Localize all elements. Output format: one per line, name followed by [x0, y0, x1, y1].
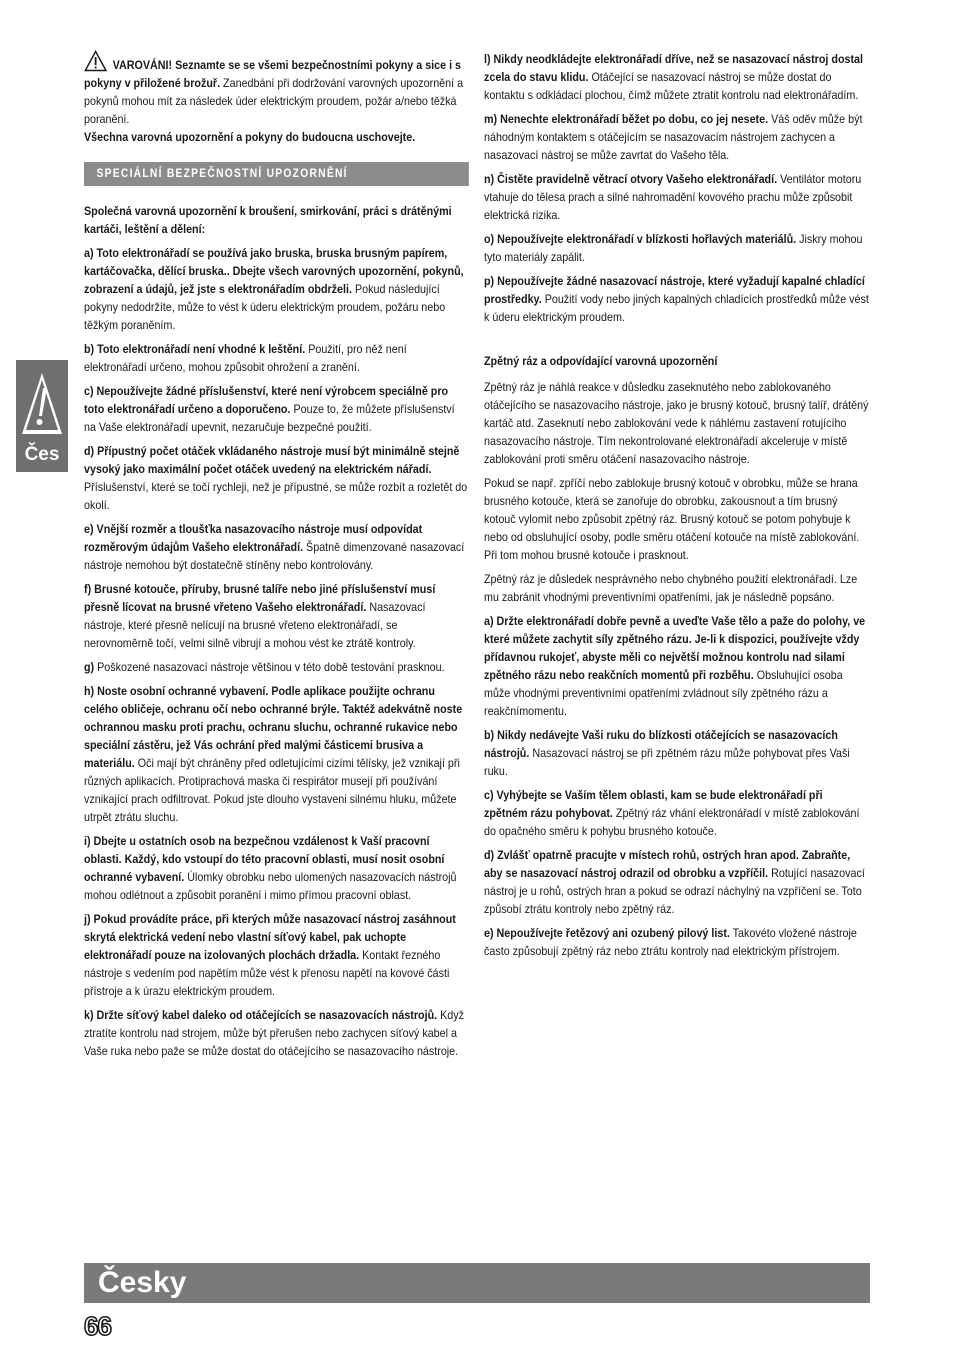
instruction-item-text: Když ztratíte kontrolu nad strojem, může být přerušen nebo zachycen síťový kabel a Vaše ruka nebo paže se může dostat do otáčejícího se nasazovacího nástroje. — [84, 1008, 465, 1058]
instruction-item — [84, 580, 469, 652]
instruction-item — [84, 658, 469, 676]
right-item-list-top — [484, 50, 869, 326]
right-column — [484, 50, 869, 966]
instruction-item-text: Nasazovací nástroje, které přesně nelícují na brusné vřeteno elektronářadí, se nerovnoměrně točí, velmi silně vibrují a mohou vést ke ztrátě kontroly. — [84, 600, 426, 650]
instruction-item-text: Oči mají být chráněny před odletujícími cizími tělísky, jež vznikají při různých aplikacích. Protiprachová maska či respirátor musejí při používání vznikající prach odfiltrovat. Pokud jste dlouho vystaveni silnému hluku, můžete utrpět ztrátu sluchu. — [84, 756, 460, 824]
instruction-item — [484, 924, 869, 960]
instruction-item-text: Rotující nasazovací nástroj je u rohů, ostrých hran a pokud se odrazí náchylný na vzpříčení se. Toto způsobí ztrátu kontroly nebo zpětný ráz. — [484, 866, 865, 916]
warning-exclamation-icon — [20, 370, 64, 438]
instruction-item-heading: a) Toto elektronářadí se používá jako bruska, bruska brusným papírem, kartáčovačka, dělící bruska.. Dbejte všech varovných upozornění, pokynů, zobrazení a údajů, jež jste s elektronářadím obdrželi. — [84, 246, 464, 296]
instruction-item — [84, 442, 469, 514]
warning-keep-text: Všechna varovná upozornění a pokyny do budoucna uschovejte. — [84, 130, 416, 144]
instruction-item — [84, 340, 469, 376]
instruction-item-text: Poškozené nasazovací nástroje většinou v této době testování prasknou. — [97, 660, 445, 674]
warning-block — [84, 50, 469, 146]
instruction-item — [484, 846, 869, 918]
instruction-item-heading: l) Nikdy neodkládejte elektronářadí dříve, než se nasazovací nástroj dostal zcela do stavu klidu. — [484, 52, 864, 84]
instruction-item-text: Použití vody nebo jiných kapalných chladících prostředků může vést k úderu elektrickým proudem. — [484, 292, 869, 324]
instruction-item-heading: h) Noste osobní ochranné vybavení. Podle aplikace použijte ochranu celého obličeje, ochranu očí nebo ochranné brýle. Taktéž adekvátně noste ochrannou masku proti prachu, ochranu sluchu, ochranné rukavice nebo speciální zástěru, jež Vás ochrání před malými částicemi brusiva a materiálu. — [84, 684, 463, 770]
instruction-item-heading: c) Nepoužívejte žádné příslušenství, které není výrobcem speciálně pro toto elektronářadí určeno a doporučeno. — [84, 384, 449, 416]
instruction-item-text: Nasazovací nástroj se při zpětném rázu může pohybovat přes Vaši ruku. — [484, 746, 850, 778]
instruction-item-text: Úlomky obrobku nebo ulomených nasazovacích nástrojů mohou odlétnout a způsobit poranění i mimo přímou pracovní oblast. — [84, 870, 457, 902]
instruction-item-text: Pouze to, že můžete příslušenství na Vaše elektronářadí upevnit, nezaručuje bezpečné použití. — [84, 402, 455, 434]
instruction-item-heading: p) Nepoužívejte žádné nasazovací nástroje, které vyžadují kapalné chladící prostředky. — [484, 274, 865, 306]
left-item-list — [84, 244, 469, 1060]
instruction-item-text: Kontakt řezného nástroje s vedením pod napětím může vést k přenosu napětí na kovové části přístroje a k úrazu elektrickým proudem. — [84, 948, 450, 998]
warning-triangle-icon — [84, 50, 107, 72]
instruction-item-heading: d) Zvlášť opatrně pracujte v místech rohů, ostrých hran apod. Zabraňte, aby se nasazovací nástroj odrazil od obrobku a vzpříčil. — [484, 848, 851, 880]
instruction-item — [84, 382, 469, 436]
instruction-item — [84, 910, 469, 1000]
instruction-item-heading: a) Držte elektronářadí dobře pevně a uveďte Vaše tělo a paže do polohy, ve které můžete zachytit síly zpětného rázu. Je-li k dispozici, používejte vždy přídavnou rukojeť, abyste měli co největší možnou kontrolu nad silami zpětného rázu nebo reakčních momentů při rozběhu. — [484, 614, 866, 682]
instruction-item-text: Pokud následující pokyny nedodržíte, může to vést k úderu elektrickým proudem, požáru nebo těžkým poraněním. — [84, 282, 446, 332]
instruction-item-text: Příslušenství, které se točí rychleji, než je přípustné, se může rozbít a rozletět do okolí. — [84, 480, 468, 512]
instruction-item-heading: e) Nepoužívejte řetězový ani ozubený pilový list. — [484, 926, 730, 940]
instruction-item-text: Jiskry mohou tyto materiály zapálit. — [484, 232, 863, 264]
instruction-item-heading: j) Pokud provádíte práce, při kterých může nasazovací nástroj zasáhnout skrytá elektrická vedení nebo vlastní síťový kabel, pak uchopte elektronářadí pouze na izolovaných plochách držadla. — [84, 912, 456, 962]
instruction-item-text: Váš oděv může být náhodným kontaktem s otáčejícím se nasazovacím nástrojem zachycen a nasazovací nástroj se může zavrtat do Vašeho těla. — [484, 112, 863, 162]
kickback-paragraph: Zpětný ráz je důsledek nesprávného nebo chybného použití elektronářadí. Lze mu zabránit vhodnými preventivními opatřeními, jak je následně popsáno. — [484, 572, 858, 604]
footer-language-title: Česky — [98, 1266, 187, 1299]
instruction-item — [484, 50, 869, 104]
instruction-item — [84, 682, 469, 826]
warning-bold-text: VAROVÁNI! Seznamte se se všemi bezpečnostními pokyny a sice i s pokyny v přiložené brožuř. — [84, 58, 462, 90]
instruction-item-text: Zpětný ráz vhání elektronářadí v místě zablokování do opačného směru k pohybu brusného kotouče. — [484, 806, 860, 838]
instruction-item-heading: b) Toto elektronářadí není vhodné k leštění. — [84, 342, 306, 356]
instruction-item-text: Použití, pro něž není elektronářadí určeno, mohou způsobit ohrožení a zranění. — [84, 342, 407, 374]
instruction-item-text: Ventilátor motoru vtahuje do tělesa prach a silné nahromadění kovového prachu může způsobit elektrická rizika. — [484, 172, 862, 222]
instruction-item-heading: d) Přípustný počet otáček vkládaného nástroje musí být minimálně stejně vysoký jako maximální počet otáček uvedený na elektrickém nářadí. — [84, 444, 460, 476]
instruction-item — [484, 612, 869, 720]
kickback-heading: Zpětný ráz a odpovídající varovná upozornění — [484, 354, 718, 368]
instruction-item-heading: k) Držte síťový kabel daleko od otáčejících se nasazovacích nástrojů. — [84, 1008, 438, 1022]
instruction-item — [484, 230, 869, 266]
kickback-paragraph: Zpětný ráz je náhlá reakce v důsledku zaseknutého nebo zablokovaného otáčejícího se nasazovacího nástroje, jako je brusný kotouč, brusný talíř, drátěný kartáč atd. Zaseknutí nebo zablokování vede k náhlému zastavení rotujícího nasazovacího nástroje. Tím nekontrolované elektronářadí akceleruje v místě zablokování proti směru otáčení nasazovacího nástroje. — [484, 380, 869, 466]
instruction-item — [484, 726, 869, 780]
instruction-item — [84, 520, 469, 574]
instruction-item — [484, 110, 869, 164]
instruction-item — [84, 1006, 469, 1060]
instruction-item-text: Takovéto vložené nástroje často způsobují zpětný ráz nebo ztrátu kontroly nad elektrickým přístrojem. — [484, 926, 857, 958]
instruction-item — [84, 832, 469, 904]
footer-language-bar — [84, 1263, 870, 1303]
instruction-item-heading: g) — [84, 660, 95, 674]
instruction-item — [484, 786, 869, 840]
kickback-paragraph: Pokud se např. zpříčí nebo zablokuje brusný kotouč v obrobku, může se hrana brusného kotouče, která se zanořuje do obrobku, zakousnout a tím brusný kotouč vylomit nebo způsobit zpětný ráz. Brusný kotouč se potom pohybuje k nebo od obsluhující osoby, podle směru otáčení kotouče na místě zablokování. Při tom mohou brusné kotouče i prasknout. — [484, 476, 860, 562]
instruction-item-heading: n) Čistěte pravidelně větrací otvory Vašeho elektronářadí. — [484, 172, 778, 186]
instruction-item-text: Obsluhující osoba může vhodnými preventivními opatřeními zvládnout síly zpětného rázu a reakčnímomentu. — [484, 668, 843, 718]
kickback-paragraphs — [484, 378, 869, 606]
warning-text: Zanedbání při dodržování varovných upozornění a pokynů mohou mít za následek úder elektrickým proudem, požár a/nebo těžká poranění. — [84, 76, 464, 126]
instruction-item-heading: c) Vyhýbejte se Vaším tělem oblasti, kam se bude elektronářadí při zpětném rázu pohybovat. — [484, 788, 823, 820]
instruction-item — [484, 170, 869, 224]
page-number: 66 — [84, 1311, 111, 1341]
language-side-tab — [16, 360, 68, 472]
left-column — [84, 50, 469, 1066]
instruction-item-heading: i) Dbejte u ostatních osob na bezpečnou vzdálenost k Vaší pracovní oblasti. Každý, kdo vstoupí do této pracovní oblasti, musí nosit osobní ochranné vybavení. — [84, 834, 445, 884]
language-tab-label: Čes — [24, 444, 60, 465]
right-item-list-bottom — [484, 612, 869, 960]
instruction-item-heading: f) Brusné kotouče, příruby, brusné talíře nebo jiné příslušenství musí přesně lícovat na brusné vřeteno Vašeho elektronářadí. — [84, 582, 436, 614]
instruction-item-text: Špatně dimenzované nasazovací nástroje nemohou být dostatečně stíněny nebo kontrolovány. — [84, 540, 465, 572]
instruction-item-heading: m) Nenechte elektronářadí běžet po dobu, co jej nesete. — [484, 112, 769, 126]
section-intro: Společná varovná upozornění k broušení, smirkování, práci s drátěnými kartáči, leštění a dělení: — [84, 204, 452, 236]
instruction-item-heading: o) Nepoužívejte elektronářadí v blízkosti hořlavých materiálů. — [484, 232, 797, 246]
instruction-item — [484, 272, 869, 326]
instruction-item-heading: e) Vnější rozměr a tloušťka nasazovacího nástroje musí odpovídat rozměrovým údajům Vašeho elektronářadí. — [84, 522, 423, 554]
instruction-item-heading: b) Nikdy nedávejte Vaši ruku do blízkosti otáčejících se nasazovacích nástrojů. — [484, 728, 838, 760]
instruction-item-text: Otáčející se nasazovací nástroj se může dostat do kontaktu s odkládací plochou, čímž můžete ztratit kontrolu nad elektronářadím. — [484, 70, 859, 102]
section-title-bar: SPECIÁLNÍ BEZPEČNOSTNÍ UPOZORNĚNÍ — [84, 162, 469, 186]
instruction-item — [84, 244, 469, 334]
